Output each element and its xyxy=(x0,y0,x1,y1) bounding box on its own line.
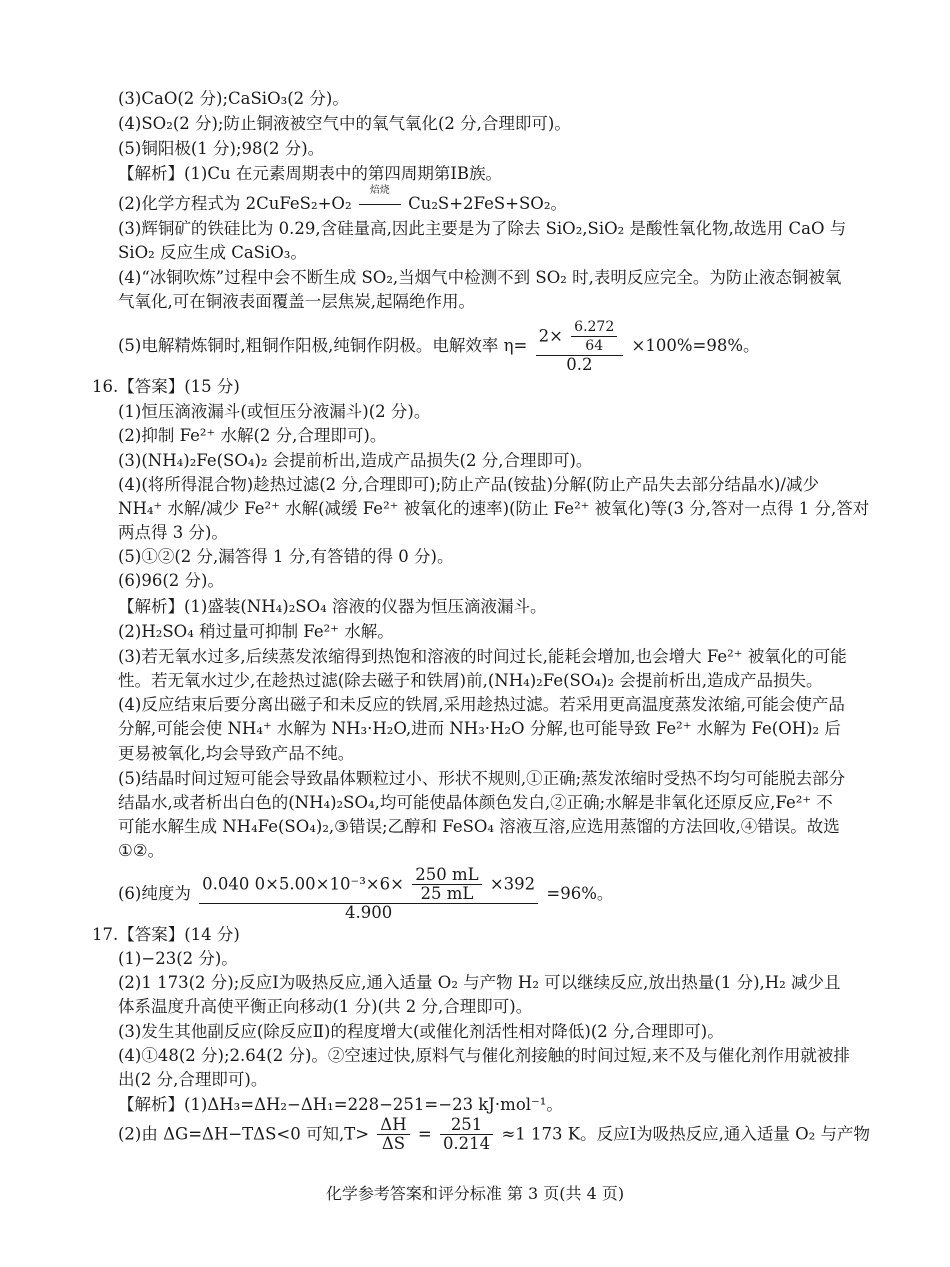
volume-numerator: 250 mL xyxy=(412,866,481,885)
equals-bar xyxy=(359,204,401,205)
purity-numerator-pre: 0.040 0×5.00×10⁻³×6× xyxy=(202,874,404,894)
efficiency-text: (5)电解精炼铜时,粗铜作阳极,纯铜作阴极。电解效率 η= xyxy=(118,336,528,355)
equals-sign: = xyxy=(417,1124,432,1144)
analysis-16-1: 【解析】(1)盛装(NH₄)₂SO₄ 溶液的仪器为恒压滴液漏斗。 xyxy=(118,597,547,616)
delta-h: ΔH xyxy=(377,1116,409,1135)
answer-16-4a: (4)(将所得混合物)趁热过滤(2 分,合理即可);防止产品(铵盐)分解(防止产品失去部分结晶水)/减少 xyxy=(118,475,819,494)
answer-16-6: (6)96(2 分)。 xyxy=(118,571,224,590)
purity-fraction xyxy=(199,866,538,922)
value-numerator: 251 xyxy=(440,1116,493,1135)
analysis-16-5d: ①②。 xyxy=(118,841,165,860)
purity-result: =96%。 xyxy=(546,884,614,903)
analysis-16-3b: 性。若无氧水过少,在趁热过滤(除去磁子和铁屑)前,(NH₄)₂Fe(SO₄)₂ 会提前析出,造成产品损失。 xyxy=(118,671,823,690)
answer-16-2: (2)抑制 Fe²⁺ 水解(2 分,合理即可)。 xyxy=(118,426,387,445)
inner-fraction xyxy=(571,318,617,355)
purity-numerator-post: ×392 xyxy=(489,874,536,894)
analysis-15-4b: 气氧化,可在铜液表面覆盖一层焦炭,起隔绝作用。 xyxy=(118,292,475,311)
analysis-16-6 xyxy=(118,866,613,922)
analysis-15-3b: SiO₂ 反应生成 CaSiO₃。 xyxy=(118,243,307,262)
answer-16-3: (3)(NH₄)₂Fe(SO₄)₂ 会提前析出,造成产品损失(2 分,合理即可)。 xyxy=(118,451,593,470)
purity-denominator: 4.900 xyxy=(345,903,393,922)
analysis-16-5c: 可能水解生成 NH₄Fe(SO₄)₂,③错误;乙醇和 FeSO₄ 溶液互溶,应选用蒸馏的方法回收,④错误。故选 xyxy=(118,817,840,836)
analysis-15-2 xyxy=(118,185,567,215)
efficiency-fraction xyxy=(536,318,624,374)
answer-17-2b: 体系温度升高使平衡正向移动(1 分)(共 2 分,合理即可)。 xyxy=(118,997,533,1016)
efficiency-denominator: 0.2 xyxy=(566,355,593,374)
analysis-16-4b: 分解,可能会使 NH₄⁺ 水解为 NH₃·H₂O,进而 NH₃·H₂O 分解,也可能导致 Fe²⁺ 水解为 Fe(OH)₂ 后 xyxy=(118,719,841,738)
volume-denominator: 25 mL xyxy=(420,884,474,903)
answer-16-1: (1)恒压滴液漏斗(或恒压分液漏斗)(2 分)。 xyxy=(118,402,431,421)
efficiency-numerator xyxy=(536,318,624,356)
inner-numerator: 6.272 xyxy=(571,318,617,337)
answer-16-5: (5)①②(2 分,漏答得 1 分,有答错的得 0 分)。 xyxy=(118,547,454,566)
reaction-condition xyxy=(357,185,403,215)
analysis-15-5 xyxy=(118,318,760,374)
gibbs-text: (2)由 ΔG=ΔH−TΔS<0 可知,T> xyxy=(118,1124,370,1144)
analysis-16-2: (2)H₂SO₄ 稍过量可抑制 Fe²⁺ 水解。 xyxy=(118,622,394,641)
answer-15-4: (4)SO₂(2 分);防止铜液被空气中的氧气氧化(2 分,合理即可)。 xyxy=(118,114,571,133)
answer-16-4c: 两点得 3 分)。 xyxy=(118,523,228,542)
analysis-17-2 xyxy=(118,1116,870,1153)
inner-denominator: 64 xyxy=(585,338,604,354)
question-16-header: 16.【答案】(15 分) xyxy=(92,377,240,396)
temperature-result: ≈1 173 K。反应Ⅰ为吸热反应,通入适量 O₂ 与产物 xyxy=(501,1124,870,1144)
answer-15-5: (5)铜阳极(1 分);98(2 分)。 xyxy=(118,139,325,158)
equation-right: Cu₂S+2FeS+SO₂。 xyxy=(408,194,567,213)
purity-text: (6)纯度为 xyxy=(118,884,191,903)
efficiency-result: ×100%=98%。 xyxy=(631,336,760,355)
condition-label: 焙烧 xyxy=(369,185,390,196)
analysis-16-4a: (4)反应结束后要分离出磁子和未反应的铁屑,采用趁热过滤。若采用更高温度蒸发浓缩,可能会使产品 xyxy=(118,695,845,714)
analysis-16-4c: 更易被氧化,均会导致产品不纯。 xyxy=(118,744,355,763)
analysis-16-3a: (3)若无氧水过多,后续蒸发浓缩得到热饱和溶液的时间过长,能耗会增加,也会增大 Fe²⁺ 被氧化的可能 xyxy=(118,647,847,666)
analysis-17-1: 【解析】(1)ΔH₃=ΔH₂−ΔH₁=228−251=−23 kJ·mol⁻¹。 xyxy=(118,1095,563,1114)
answer-17-4a: (4)①48(2 分);2.64(2 分)。②空速过快,原料气与催化剂接触的时间过短,来不及与催化剂作用就被排 xyxy=(118,1046,850,1065)
answer-17-4b: 出(2 分,合理即可)。 xyxy=(118,1070,268,1089)
answer-15-3: (3)CaO(2 分);CaSiO₃(2 分)。 xyxy=(118,89,349,108)
volume-fraction xyxy=(412,866,481,903)
answer-17-2a: (2)1 173(2 分);反应Ⅰ为吸热反应,通入适量 O₂ 与产物 H₂ 可以继续反应,放出热量(1 分),H₂ 减少且 xyxy=(118,973,841,992)
answer-17-1: (1)−23(2 分)。 xyxy=(118,949,238,968)
page-footer: 化学参考答案和评分标准 第 3 页(共 4 页) xyxy=(325,1184,625,1203)
analysis-15-3a: (3)辉铜矿的铁硅比为 0.29,含硅量高,因此主要是为了除去 SiO₂,SiO₂ 是酸性氧化物,故选用 CaO 与 xyxy=(118,219,847,238)
delta-s: ΔS xyxy=(381,1134,406,1153)
answer-17-3: (3)发生其他副反应(除反应Ⅱ)的程度增大(或催化剂活性相对降低)(2 分,合理即可)。 xyxy=(118,1022,724,1041)
enthalpy-entropy-fraction xyxy=(377,1116,409,1153)
analysis-16-5b: 结晶水,或者析出白色的(NH₄)₂SO₄,均可能使晶体颜色发白,②正确;水解是非氧化还原反应,Fe²⁺ 不 xyxy=(118,793,833,812)
question-17-header: 17.【答案】(14 分) xyxy=(92,925,240,944)
purity-numerator xyxy=(199,866,538,904)
equation-left: (2)化学方程式为 2CuFeS₂+O₂ xyxy=(118,194,352,213)
analysis-16-5a: (5)结晶时间过短可能会导致晶体颗粒过小、形状不规则,①正确;蒸发浓缩时受热不均匀可能脱去部分 xyxy=(118,769,846,788)
analysis-15-1: 【解析】(1)Cu 在元素周期表中的第四周期第ⅠB族。 xyxy=(118,164,503,183)
value-fraction xyxy=(440,1116,493,1153)
answer-16-4b: NH₄⁺ 水解/减少 Fe²⁺ 水解(减缓 Fe²⁺ 被氧化的速率)(防止 Fe²⁺ 被氧化)等(3 分,答对一点得 1 分,答对 xyxy=(118,499,870,518)
analysis-15-4a: (4)“冰铜吹炼”过程中会不断生成 SO₂,当烟气中检测不到 SO₂ 时,表明反应完全。为防止液态铜被氧 xyxy=(118,268,842,287)
numerator-coefficient: 2× xyxy=(538,326,563,346)
value-denominator: 0.214 xyxy=(442,1134,491,1153)
